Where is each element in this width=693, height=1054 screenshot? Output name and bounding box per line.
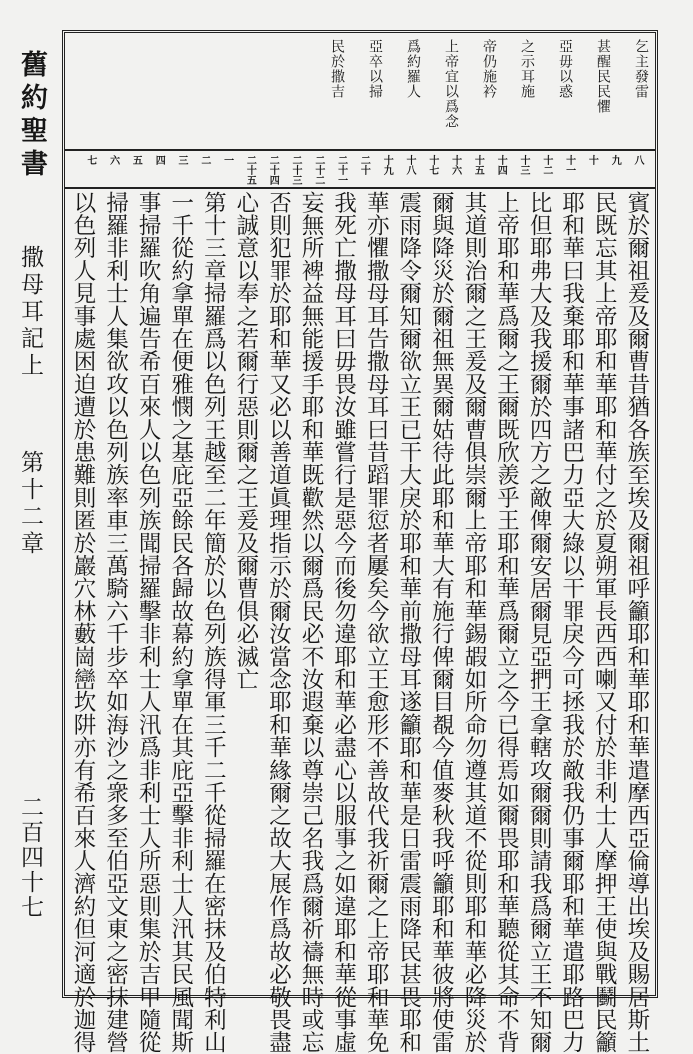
glossary-column: 之示耳施 xyxy=(519,39,535,99)
verse-number: 十六 xyxy=(449,155,461,175)
text-column: 華亦懼撒母耳告撒母耳曰昔蹈罪愆者屢矣今欲立王愈形不善故代我祈爾之上帝耶和華免 xyxy=(363,191,390,1054)
scripture-body xyxy=(70,191,650,1054)
verse-number: 十四 xyxy=(495,155,507,175)
page-margin xyxy=(10,30,50,980)
text-column: 上帝耶和華爲爾之王爾既欣羨乎王耶和華爲爾立之今已得焉如爾畏耶和華聽從其命不背 xyxy=(493,191,520,1054)
text-column: 第十三章掃羅爲以色列王越至二年簡於以色列族得軍三千二千從掃羅在密抹及伯特利山 xyxy=(200,191,227,1054)
verse-number: 二十 xyxy=(358,155,370,175)
glossary-column: 甚醒民民懼 xyxy=(595,39,611,114)
glossary-column: 民於撒吉 xyxy=(329,39,345,99)
glossary-column: 帝仍施衿 xyxy=(481,39,497,99)
page-number: 二百四十七 xyxy=(17,795,43,920)
verse-number: 十九 xyxy=(381,155,393,175)
verse-number: 三 xyxy=(176,155,187,165)
verse-number: 十八 xyxy=(404,155,415,175)
verse-number: 十五 xyxy=(472,155,484,175)
text-column: 否則犯罪於耶和華又必以善道眞理指示於爾汝當念耶和華緣爾之故大展作爲故必敬畏盡 xyxy=(265,191,292,1054)
verse-number: 五 xyxy=(130,155,142,165)
verse-number: 六 xyxy=(107,155,119,165)
verse-number: 八 xyxy=(632,155,643,165)
verse-number: 十二 xyxy=(540,155,552,175)
book-title: 舊約聖書 xyxy=(16,50,47,182)
text-column: 事掃羅吹角遍告希百來人以色列族聞掃羅擊非利士人汛爲非利士人所惡則集於吉甲隨從 xyxy=(135,191,162,1054)
glossary-column: 亞卒以掃 xyxy=(367,39,383,99)
verse-number: 九 xyxy=(609,155,621,165)
verse-number: 二十四 xyxy=(267,155,279,185)
page xyxy=(10,30,665,1054)
verse-number: 一 xyxy=(221,155,233,165)
verse-number: 十三 xyxy=(518,155,529,175)
text-column: 妄無所裨益無能援手耶和華既歡然以爾爲民必不汝遐棄以尊崇己名我爲爾祈禱無時或忘 xyxy=(298,191,325,1054)
text-column: 一千從約拿單在便雅憫之基庇亞餘民各歸故幕約拿單在其庇亞擊非利士人汛其民風聞斯 xyxy=(167,191,194,1054)
text-column: 其道則治爾之王爰及爾曹俱崇爾上帝耶和華錫嘏如所命勿遵其道不從則耶和華必降災於 xyxy=(460,191,487,1054)
glossary-columns xyxy=(329,39,649,143)
text-column: 我死亡撒母耳曰毋畏汝雖嘗行是惡今而後勿違耶和華必盡心以服事之如違耶和華從事虛 xyxy=(330,191,357,1054)
glossary-column: 乞主發雷 xyxy=(633,39,649,99)
text-column: 耶和華曰我棄耶和華事諸巴力亞大綠以干罪戾今可拯我於敵我仍事爾耶和華遣耶路巴力 xyxy=(558,191,585,1054)
glossary-band xyxy=(65,33,655,151)
verse-reference-row xyxy=(65,149,655,189)
verse-number: 四 xyxy=(153,155,165,165)
verse-number: 十七 xyxy=(426,155,438,175)
text-column: 震雨降令爾知爾欲立王已干大戾於耶和華前撒母耳遂籲耶和華是日雷震雨降民甚畏耶和 xyxy=(395,191,422,1054)
glossary-column: 上帝宜以爲念 xyxy=(443,39,459,129)
text-column: 掃羅非利士人集欲攻以色列族率車三萬騎六千步卒如海沙之衆多至伯亞文東之密抹建營 xyxy=(102,191,129,1054)
text-column: 賓於爾祖爰及爾曹昔猶各族至埃及爾祖呼籲耶和華耶和華遣摩西亞倫導出埃及賜居斯土 xyxy=(623,191,650,1054)
verse-number: 十一 xyxy=(563,155,575,175)
text-column: 心誠意以奉之若爾行惡則爾之王爰及爾曹俱必滅亡 xyxy=(232,191,259,691)
text-column: 民既忘其上帝耶和華耶和華付之於夏朔軍長西西喇又付於非利士人摩押王使與戰鬬民籲 xyxy=(591,191,618,1054)
text-frame xyxy=(62,30,658,1054)
verse-number: 二十三 xyxy=(290,155,301,185)
verse-number: 十 xyxy=(586,155,598,165)
verse-number: 二 xyxy=(198,155,210,165)
text-column: 爾與降災於爾祖無異爾姑待此耶和華大有施行俾爾目覩今值麥秋我呼籲耶和華彼將使雷 xyxy=(428,191,455,1054)
text-column: 以色列人見事處困迫遭於患難則匿於巖穴林藪崗巒坎阱亦有希百來人濟約但河適於迦得 xyxy=(70,191,96,1054)
verse-number: 二十五 xyxy=(244,155,256,185)
glossary-column: 亞毋以惑 xyxy=(557,39,573,99)
running-head-book: 撒母耳記上 xyxy=(17,245,43,380)
text-column: 比但耶弗大及我援爾於四方之敵俾爾安居爾見亞捫王拿轄攻爾爾則請我爲爾立王不知爾 xyxy=(526,191,553,1054)
verse-number: 二十一 xyxy=(335,155,347,185)
verse-number: 二十二 xyxy=(312,155,324,185)
running-head-chapter: 第十二章 xyxy=(17,450,43,558)
glossary-column: 爲約羅人 xyxy=(405,39,421,99)
verse-number: 七 xyxy=(84,155,96,165)
